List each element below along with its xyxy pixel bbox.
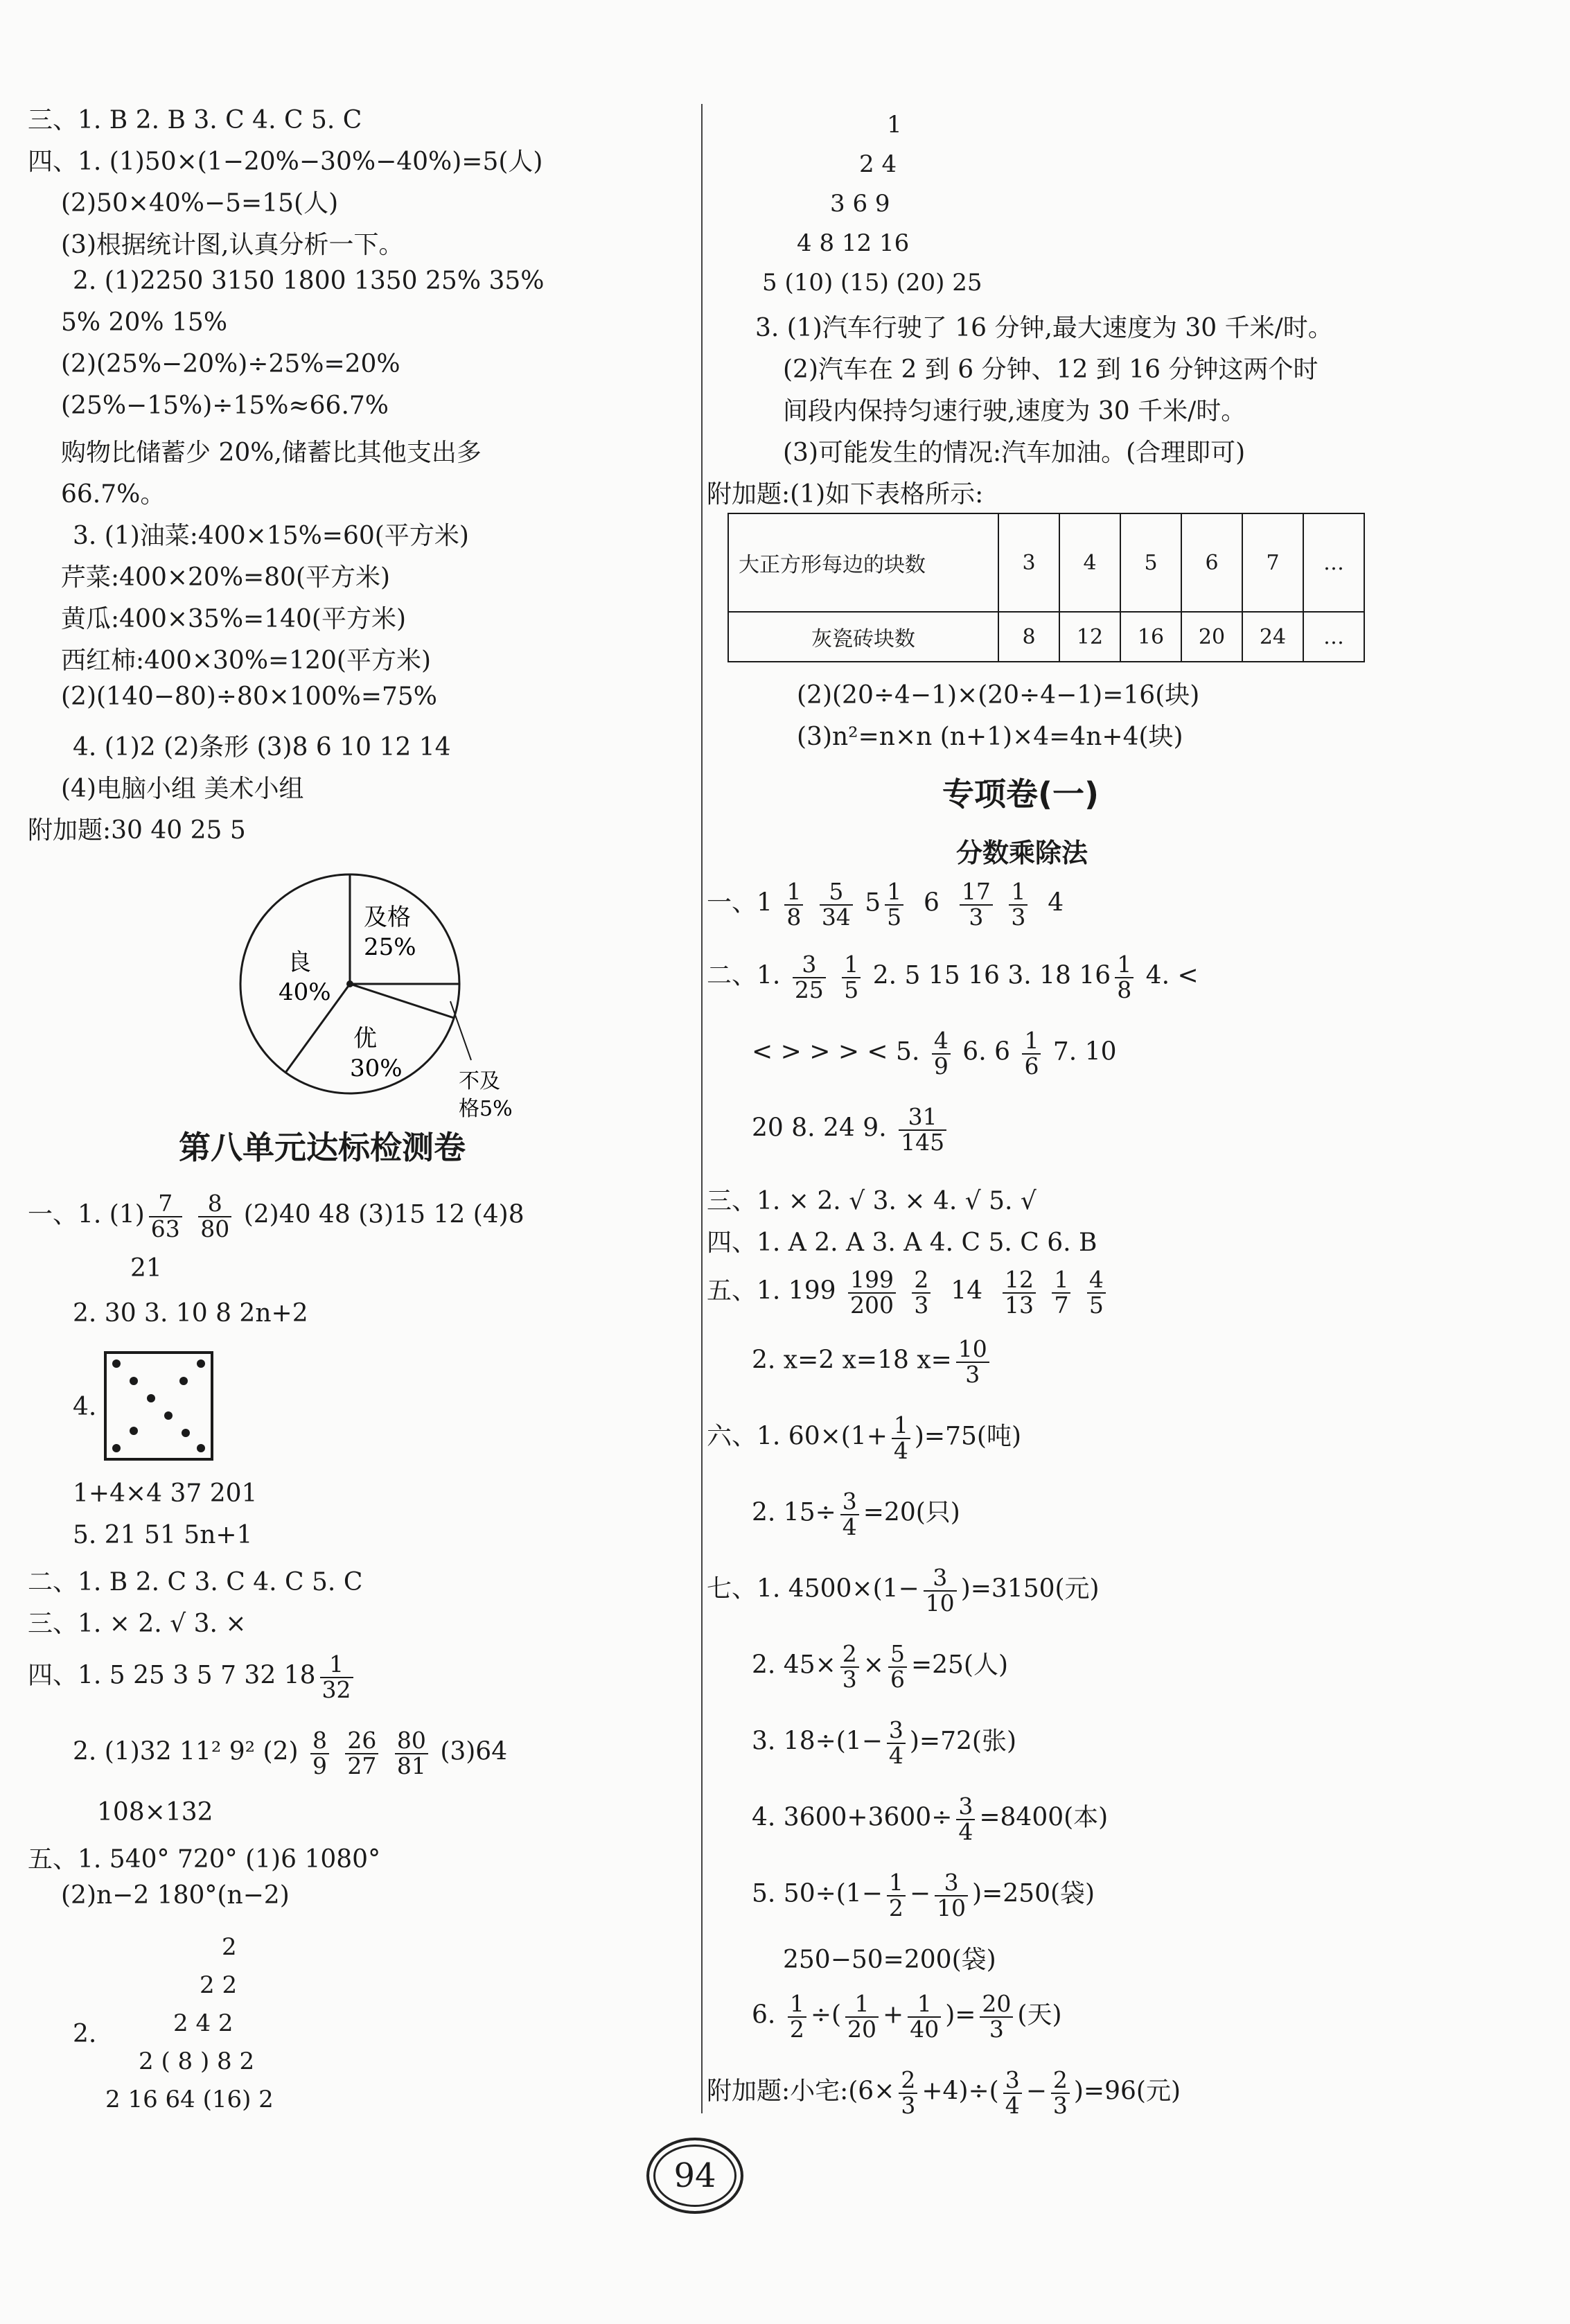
column-divider — [701, 104, 703, 2113]
answer-line: 4. 3600+3600÷ $\frac{3}{4}$ =8400(本) — [752, 1793, 1109, 1845]
table-cell: 5 — [1120, 513, 1181, 612]
table-cell: 24 — [1242, 612, 1303, 662]
answer-line: 芹菜:400×20%=80(平方米) — [61, 563, 391, 592]
fraction: $\frac{1}{6}$ — [1022, 1029, 1041, 1078]
answer-line: 西红柿:400×30%=120(平方米) — [61, 646, 431, 675]
fraction: $\frac{199}{200}$ — [848, 1268, 896, 1317]
number-triangle-row: 5 (10) (15) (20) 25 — [762, 269, 982, 297]
answer-line: 一、1 $\frac{1}{8}$ $\frac{5}{34}$ 5 $\frac{1}{5}$ 6 $\frac{17}{3}$ $\frac{1}{3}$ 4 — [707, 878, 1064, 931]
answer-line: 2. 30 3. 10 8 2n+2 — [73, 1299, 308, 1328]
answer-line: 21 — [130, 1254, 162, 1283]
fraction: $\frac{12}{13}$ — [1003, 1268, 1036, 1317]
answer-line: 四、1. 5 25 3 5 7 32 18 $\frac{1}{32}$ — [28, 1653, 358, 1702]
fraction: $\frac{8}{9}$ — [310, 1729, 329, 1778]
fraction: $\frac{1}{2}$ — [887, 1871, 906, 1920]
answer-line: 3. 18÷(1− $\frac{3}{4}$ )=72(张) — [752, 1716, 1016, 1769]
pie-label-fail-pct: 格5% — [459, 1097, 513, 1121]
fraction: $\frac{3}{4}$ — [840, 1490, 859, 1539]
fraction: $\frac{3}{4}$ — [887, 1718, 906, 1768]
answer-line: 66.7%。 — [61, 480, 166, 509]
number-triangle-row: 2 4 — [859, 150, 897, 178]
answer-line: 3. (1)油菜:400×15%=60(平方米) — [73, 522, 469, 550]
fraction: $\frac{80}{81}$ — [395, 1729, 428, 1778]
table-cell: 12 — [1059, 612, 1120, 662]
fraction: $\frac{3}{4}$ — [956, 1795, 975, 1844]
fraction: $\frac{5}{6}$ — [888, 1642, 907, 1691]
answer-line: 附加题:(1)如下表格所示: — [707, 480, 984, 509]
answer-line: 2. 45× $\frac{2}{3}$ × $\frac{5}{6}$ =25(人) — [752, 1640, 1009, 1693]
number-triangle-row: 3 6 9 — [830, 190, 890, 218]
answer-line: (2)(25%−20%)÷25%=20% — [61, 350, 400, 378]
answer-line: < > > > < 5. $\frac{4}{9}$ 6. 6 $\frac{1}{6}$ 7. 10 — [752, 1027, 1117, 1080]
answer-line: 一、1. (1) $\frac{7}{63}$ $\frac{8}{80}$ (2)40 48 (3)15 12 (4)8 — [28, 1190, 524, 1242]
fraction: $\frac{3}{10}$ — [924, 1566, 957, 1615]
answer-line: 6. $\frac{1}{2}$ ÷( $\frac{1}{20}$ + $\frac{1}{40}$ )= $\frac{20}{3}$ (天) — [752, 1990, 1062, 2043]
table-row — [728, 612, 1364, 662]
pie-divider — [350, 984, 454, 1018]
answer-line: 间段内保持匀速行驶,速度为 30 千米/时。 — [783, 397, 1246, 425]
dot-pattern-figure — [104, 1351, 213, 1461]
answer-line: (2)50×40%−5=15(人) — [61, 189, 339, 218]
fraction: $\frac{2}{3}$ — [840, 1642, 859, 1691]
fraction: $\frac{2}{3}$ — [912, 1268, 930, 1317]
fraction: $\frac{1}{2}$ — [788, 1992, 806, 2041]
answer-line: 20 8. 24 9. $\frac{31}{145}$ — [752, 1105, 951, 1154]
answer-line: 1+4×4 37 201 — [73, 1479, 258, 1508]
section-title: 第八单元达标检测卷 — [179, 1129, 466, 1166]
tile-table — [727, 513, 1365, 662]
fraction: $\frac{1}{8}$ — [784, 880, 803, 929]
fraction: $\frac{4}{5}$ — [1087, 1268, 1106, 1317]
pie-label-excellent: 优 — [353, 1025, 377, 1053]
pie-pct-pass: 25% — [364, 933, 416, 961]
answer-line: 黄瓜:400×35%=140(平方米) — [61, 605, 406, 633]
fraction: $\frac{4}{9}$ — [932, 1029, 951, 1078]
fraction: $\frac{3}{4}$ — [1003, 2068, 1022, 2118]
answer-line: 四、1. A 2. A 3. A 4. C 5. C 6. B — [707, 1229, 1097, 1257]
answer-line: 3. (1)汽车行驶了 16 分钟,最大速度为 30 千米/时。 — [755, 314, 1333, 342]
number-triangle-row: 2 4 2 — [173, 2009, 233, 2037]
table-cell: 7 — [1242, 513, 1303, 612]
table-cell: 6 — [1181, 513, 1242, 612]
answer-line: 七、1. 4500×(1− $\frac{3}{10}$ )=3150(元) — [707, 1564, 1100, 1617]
answer-line: 附加题:小宅:(6× $\frac{2}{3}$ +4)÷( $\frac{3}{4}$ − $\frac{2}{3}$ )=96(元) — [707, 2066, 1181, 2119]
answer-line: (3)n²=n×n (n+1)×4=4n+4(块) — [797, 723, 1183, 751]
answer-line: 2. 15÷ $\frac{3}{4}$ =20(只) — [752, 1488, 960, 1540]
answer-line: (4)电脑小组 美术小组 — [61, 775, 304, 803]
table-cell: 20 — [1181, 612, 1242, 662]
answer-line: 购物比储蓄少 20%,储蓄比其他支出多 — [61, 439, 482, 467]
fraction: $\frac{1}{8}$ — [1115, 953, 1134, 1002]
fraction: $\frac{1}{7}$ — [1052, 1268, 1070, 1317]
answer-line: 108×132 — [97, 1798, 213, 1826]
fraction: $\frac{3}{10}$ — [935, 1871, 968, 1920]
answer-line: 四、1. (1)50×(1−20%−30%−40%)=5(人) — [28, 148, 543, 176]
pie-label-good: 良 — [288, 949, 311, 976]
pie-leader-line — [450, 1001, 471, 1060]
answer-line: 五、1. 540° 720° (1)6 1080° — [28, 1845, 381, 1874]
fraction: $\frac{1}{5}$ — [842, 953, 861, 1002]
fraction: $\frac{1}{4}$ — [892, 1414, 910, 1463]
answer-line: 5. 50÷(1− $\frac{1}{2}$ − $\frac{3}{10}$ )=250(袋) — [752, 1869, 1095, 1921]
answer-line: 附加题:30 40 25 5 — [28, 816, 246, 845]
pie-pct-excellent: 30% — [350, 1055, 403, 1082]
table-header-cell: 灰瓷砖块数 — [728, 612, 998, 662]
answer-line: (2)(20÷4−1)×(20÷4−1)=16(块) — [797, 681, 1200, 710]
fraction: $\frac{1}{3}$ — [1009, 880, 1027, 929]
answer-line: 2. — [73, 2020, 97, 2048]
fraction: $\frac{20}{3}$ — [980, 1992, 1013, 2041]
answer-line: (2)汽车在 2 到 6 分钟、12 到 16 分钟这两个时 — [783, 355, 1318, 384]
table-cell: 3 — [998, 513, 1059, 612]
section-subtitle: 分数乘除法 — [956, 838, 1088, 868]
fraction: $\frac{7}{63}$ — [149, 1192, 182, 1241]
answer-line: (25%−15%)÷15%≈66.7% — [61, 391, 389, 420]
pie-pct-good: 40% — [279, 978, 331, 1006]
answer-line: (3)可能发生的情况:汽车加油。(合理即可) — [783, 439, 1246, 467]
answer-line: 2. (1)32 11² 9² (2) $\frac{8}{9}$ $\frac{26}{27}$ $\frac{80}{81}$ (3)64 — [73, 1727, 508, 1779]
fraction: $\frac{8}{80}$ — [198, 1192, 231, 1241]
pie-center — [346, 980, 353, 987]
answer-line: 2. (1)2250 3150 1800 1350 25% 35% — [73, 267, 545, 295]
answer-line: (2)(140−80)÷80×100%=75% — [61, 683, 438, 711]
table-cell: 4 — [1059, 513, 1120, 612]
answer-line: 5. 21 51 5n+1 — [73, 1521, 253, 1549]
answer-line: 五、1. 199 $\frac{199}{200}$ $\frac{2}{3}$ 14 $\frac{12}{13}$ $\frac{1}{7}$ $\frac{4}{5}$ — [707, 1268, 1110, 1317]
fraction: $\frac{3}{25}$ — [793, 953, 826, 1002]
table-row — [728, 513, 1364, 612]
answer-line: 二、1. $\frac{3}{25}$ $\frac{1}{5}$ 2. 5 15 16 3. 18 16 $\frac{1}{8}$ 4. < — [707, 951, 1199, 1003]
answer-line: (3)根据统计图,认真分析一下。 — [61, 231, 404, 259]
number-triangle-row: 2 — [222, 1933, 237, 1961]
fraction: $\frac{2}{3}$ — [899, 2068, 917, 2118]
number-triangle-row: 1 — [887, 111, 902, 139]
answer-line: 2. x=2 x=18 x= $\frac{10}{3}$ — [752, 1337, 994, 1387]
number-triangle-row: 4 8 12 16 — [797, 229, 910, 257]
answer-line: 二、1. B 2. C 3. C 4. C 5. C — [28, 1568, 363, 1596]
table-cell: 8 — [998, 612, 1059, 662]
table-cell: … — [1303, 612, 1364, 662]
answer-line: 250−50=200(袋) — [783, 1946, 996, 1974]
table-cell: … — [1303, 513, 1364, 612]
answer-line: (2)n−2 180°(n−2) — [61, 1881, 290, 1910]
fraction: $\frac{1}{5}$ — [885, 880, 903, 929]
pie-label-pass: 及格 — [364, 904, 411, 931]
answer-line: 六、1. 60×(1+ $\frac{1}{4}$ )=75(吨) — [707, 1411, 1021, 1464]
fraction: $\frac{1}{32}$ — [320, 1653, 353, 1702]
answer-line: 4. — [73, 1393, 97, 1421]
fraction: $\frac{31}{145}$ — [899, 1105, 946, 1154]
pie-label-fail: 不及 — [459, 1069, 500, 1093]
fraction: $\frac{1}{20}$ — [845, 1992, 879, 2041]
number-triangle-row: 2 16 64 (16) 2 — [105, 2086, 274, 2113]
page-number: 94 — [646, 2138, 743, 2214]
table-header-cell: 大正方形每边的块数 — [728, 513, 998, 612]
fraction: $\frac{10}{3}$ — [956, 1337, 989, 1387]
section-title: 专项卷(一) — [942, 775, 1100, 813]
number-triangle-row: 2 ( 8 ) 8 2 — [139, 2048, 255, 2075]
fraction: $\frac{17}{3}$ — [960, 880, 993, 929]
table-cell: 16 — [1120, 612, 1181, 662]
answer-line: 4. (1)2 (2)条形 (3)8 6 10 12 14 — [73, 733, 451, 762]
fraction: $\frac{2}{3}$ — [1051, 2068, 1070, 2118]
number-triangle-row: 2 2 — [200, 1971, 238, 1999]
answer-line: 三、1. × 2. √ 3. × — [28, 1610, 247, 1638]
answer-line: 三、1. × 2. √ 3. × 4. √ 5. √ — [707, 1187, 1037, 1215]
fraction: $\frac{1}{40}$ — [908, 1992, 941, 2041]
answer-line: 三、1. B 2. B 3. C 4. C 5. C — [28, 106, 362, 134]
fraction: $\frac{5}{34}$ — [820, 880, 853, 929]
answer-line: 5% 20% 15% — [61, 308, 228, 337]
fraction: $\frac{26}{27}$ — [345, 1729, 378, 1778]
